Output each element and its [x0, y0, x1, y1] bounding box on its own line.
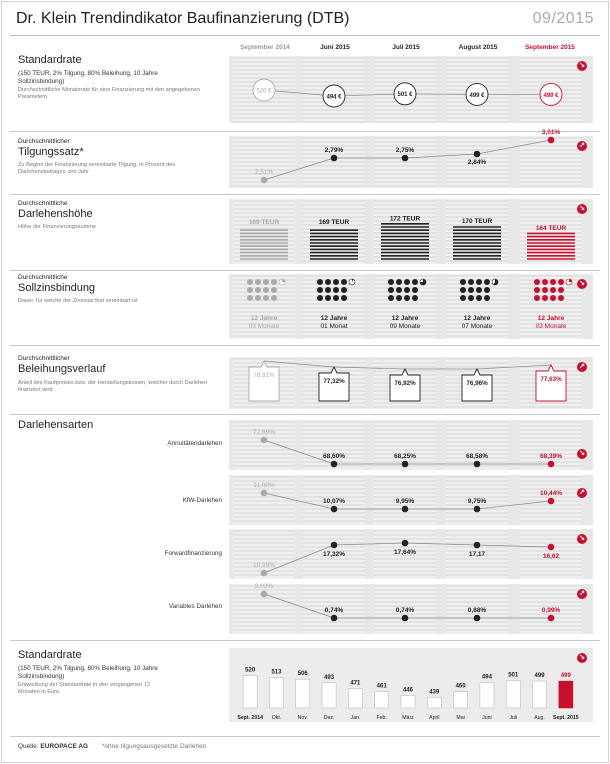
beleihung-pre: Durchschnittlicher	[18, 355, 70, 362]
sollzins-desc: Dauer, für welche der Zinssatz fest vereinbart ist	[18, 298, 138, 304]
rate-value: 494	[481, 674, 492, 681]
beleihung-panel	[229, 357, 593, 409]
data-label: 17,17	[468, 551, 486, 558]
data-point	[548, 137, 555, 144]
standardrate12-title: Standardrate	[18, 649, 82, 661]
rate-bar	[322, 683, 336, 708]
year-dot	[271, 279, 277, 285]
year-dot	[404, 287, 410, 293]
years-label: 12 Jahre	[391, 315, 419, 322]
rate-value: 501	[508, 672, 519, 679]
column-header-sep-2014: September 2014	[240, 44, 290, 51]
year-dot	[484, 279, 490, 285]
year-dot	[412, 287, 418, 293]
year-dot	[550, 287, 556, 293]
month-label: März	[402, 715, 414, 721]
data-point	[402, 540, 409, 547]
month-label: April	[429, 715, 440, 721]
year-dot	[255, 295, 261, 301]
beleihung-value: 77,63%	[540, 376, 562, 383]
rate-value: 446	[402, 687, 414, 694]
data-point	[261, 177, 268, 184]
darlehenshoehe-pre: Durchschnittliche	[18, 200, 68, 207]
month-label: Sept. 2015	[553, 715, 579, 721]
year-dot	[263, 287, 269, 293]
section-divider	[10, 131, 600, 132]
darlehensarten-title: Darlehensarten	[18, 419, 94, 431]
darlehensart-panel	[229, 475, 593, 525]
trend-up-icon: ↗	[577, 141, 587, 151]
section-divider	[10, 414, 600, 415]
house-shape	[249, 361, 279, 401]
data-point	[548, 461, 555, 468]
data-point	[331, 615, 338, 622]
years-label: 12 Jahre	[463, 315, 491, 322]
data-label: 9,95%	[395, 498, 415, 505]
year-dot	[263, 279, 269, 285]
loan-amount-label: 169 TEUR	[248, 219, 280, 226]
year-dot	[558, 295, 564, 301]
data-point	[331, 506, 338, 513]
rate-value: 471	[350, 680, 361, 687]
year-dot	[412, 295, 418, 301]
standardrate12-params: (150 TEUR, 2% Tilgung, 80% Beleihung, 10 Jahre Sollzinsbindung)	[18, 665, 158, 680]
loan-amount-label: 172 TEUR	[389, 215, 421, 223]
annuitaet-chart	[229, 420, 593, 470]
data-label: 10,44%	[539, 490, 563, 497]
darlehensart-label: Forwardfinanzierung	[164, 550, 222, 557]
year-dot	[468, 295, 474, 301]
year-dot	[468, 279, 474, 285]
year-dot	[247, 279, 253, 285]
data-label: 0,74%	[324, 607, 344, 614]
months-label: 09 Monate	[389, 323, 421, 330]
data-point	[548, 615, 555, 622]
year-dot	[484, 287, 490, 293]
year-dot	[388, 279, 394, 285]
year-dot	[388, 295, 394, 301]
year-dot	[460, 279, 466, 285]
data-point	[474, 615, 481, 622]
trend-down-icon: ↘	[577, 449, 587, 459]
year-dot	[317, 279, 323, 285]
section-divider	[10, 345, 600, 346]
data-label: 10,07%	[322, 498, 346, 505]
year-dot	[460, 287, 466, 293]
standardrate-value: 499 €	[469, 92, 485, 99]
year-dot	[460, 295, 466, 301]
sollzins-chart	[229, 274, 593, 339]
standardrate-chart	[229, 56, 593, 123]
data-label: 0,74%	[395, 607, 415, 614]
years-label: 12 Jahre	[537, 315, 565, 322]
data-point	[261, 490, 268, 497]
rate-value: 520	[245, 667, 256, 674]
year-dot	[341, 295, 347, 301]
months-label: 07 Monate	[461, 323, 493, 330]
rate-value: 461	[376, 683, 387, 690]
rate-bar	[506, 681, 520, 708]
section-divider	[10, 194, 600, 195]
column-header-juli-2015: Juli 2015	[392, 44, 420, 51]
standardrate-panel	[229, 56, 593, 123]
year-dot	[484, 295, 490, 301]
years-label: 12 Jahre	[320, 315, 348, 322]
sollzins-panel	[229, 274, 593, 339]
years-label: 12 Jahre	[250, 315, 278, 322]
rate-value: 499	[534, 673, 545, 680]
footer	[18, 743, 206, 750]
year-dot	[550, 295, 556, 301]
year-dot	[255, 279, 261, 285]
rate-bar	[401, 696, 415, 708]
rate-bar	[533, 681, 547, 708]
year-dot	[476, 279, 482, 285]
year-dot	[388, 287, 394, 293]
month-label: Aug.	[534, 715, 545, 721]
loan-amount-label: 170 TEUR	[461, 217, 493, 225]
trend-up-icon: ↗	[577, 488, 587, 498]
standardrate-params: (150 TEUR, 2% Tilgung, 80% Beleihung, 10 Jahre Sollzinsbindung)	[18, 70, 158, 85]
year-dot	[317, 295, 323, 301]
year-dot	[341, 287, 347, 293]
trend-down-icon: ↘	[577, 204, 587, 214]
month-label: Nov.	[297, 715, 308, 721]
data-label: 11,00%	[253, 482, 275, 489]
loan-amount-label: 169 TEUR	[318, 219, 350, 226]
standardrate-value: 499 €	[543, 92, 559, 99]
months-label: 01 Monat	[320, 323, 348, 330]
trend-down-icon: ↘	[577, 653, 587, 663]
year-dot	[247, 287, 253, 293]
darlehenshoehe-chart	[229, 199, 593, 264]
source-label: Quelle:	[18, 743, 39, 750]
darlehenshoehe-title: Darlehenshöhe	[18, 208, 93, 220]
section-divider	[10, 270, 600, 271]
year-dot	[534, 279, 540, 285]
year-dot	[542, 287, 548, 293]
data-label: 2,02%	[254, 583, 274, 590]
tilgung-title: Tilgungssatz*	[18, 146, 84, 158]
data-label: 72,69%	[252, 429, 276, 436]
year-dot	[404, 279, 410, 285]
data-point	[402, 506, 409, 513]
beleihung-value: 76,96%	[466, 380, 488, 387]
source-name: EUROPACE AG	[40, 743, 89, 750]
kfw-chart	[229, 475, 593, 525]
month-label: Jan.	[350, 715, 361, 721]
darlehenshoehe-panel	[229, 199, 593, 264]
tilgung-pre: Durchschnittlicher	[18, 138, 70, 145]
month-label: Dez.	[323, 715, 335, 721]
standardrate12-chart	[229, 648, 593, 722]
year-dot	[476, 287, 482, 293]
data-point	[261, 437, 268, 444]
darlehensart-label: Annuitätendarlehen	[167, 440, 222, 447]
rate-bar	[480, 682, 494, 708]
year-dot	[325, 287, 331, 293]
standardrate-title: Standardrate	[18, 54, 82, 66]
beleihung-value: 77,32%	[323, 378, 345, 385]
data-point	[402, 615, 409, 622]
year-dot	[333, 295, 339, 301]
standardrate-desc: Durchschnittliche Monatsrate für eine Finanzierung mit den angegebenen Parametern	[18, 87, 200, 100]
beleihung-title: Beleihungsverlauf	[18, 363, 106, 375]
rate-value: 499	[560, 673, 571, 680]
month-label: Sept. 2014	[237, 715, 263, 721]
darlehensart-panel	[229, 529, 593, 579]
rate-bar	[454, 692, 468, 708]
rate-bar	[269, 677, 283, 708]
year-dot	[534, 287, 540, 293]
rate-bar	[427, 697, 441, 708]
tilgung-chart	[229, 129, 593, 188]
rate-bar	[348, 689, 362, 708]
data-point	[474, 542, 481, 549]
column-header-sep-2015: September 2015	[525, 44, 575, 51]
year-dot	[255, 287, 261, 293]
month-label: Okt.	[271, 715, 282, 721]
data-label: 2,84%	[467, 159, 487, 166]
year-dot	[558, 279, 564, 285]
beleihung-value: 76,92%	[394, 380, 416, 387]
standardrate-value: 501 €	[397, 92, 413, 99]
data-point	[402, 461, 409, 468]
section-divider	[10, 736, 600, 737]
tilgung-panel	[229, 129, 593, 188]
data-point	[474, 461, 481, 468]
months-label: 03 Monate	[535, 323, 567, 330]
data-point	[331, 155, 338, 162]
variabel-chart	[229, 584, 593, 634]
year-dot	[271, 287, 277, 293]
rate-value: 513	[271, 669, 282, 676]
standardrate-value: 520 €	[256, 88, 272, 95]
section-divider	[10, 640, 600, 641]
year-dot	[468, 287, 474, 293]
rate-bar	[375, 691, 389, 708]
year-dot	[542, 279, 548, 285]
darlehensart-panel	[229, 584, 593, 634]
rate-bar	[559, 681, 573, 708]
data-label: 2,75%	[395, 147, 415, 154]
year-dot	[341, 279, 347, 285]
loan-amount-label: 164 TEUR	[535, 225, 567, 232]
rate-value: 493	[324, 674, 335, 681]
column-header-juni-2015: Juni 2015	[320, 44, 350, 51]
data-point	[402, 155, 409, 162]
trend-down-icon: ↘	[577, 61, 587, 71]
month-label: Juni	[482, 715, 492, 721]
standardrate12-panel	[229, 648, 593, 722]
data-label: 17,64%	[393, 549, 417, 556]
forward-chart	[229, 529, 593, 579]
year-dot	[396, 295, 402, 301]
year-dot	[333, 279, 339, 285]
trend-up-icon: ↗	[577, 589, 587, 599]
month-label: Juli	[509, 715, 518, 721]
data-label: 0,99%	[541, 607, 561, 614]
sollzins-pre: Durchschnittliche	[18, 274, 68, 281]
standardrate-value: 494 €	[326, 94, 342, 101]
beleihung-value: 78,81%	[253, 372, 275, 379]
year-dot	[325, 295, 331, 301]
data-point	[261, 570, 268, 577]
data-point	[331, 542, 338, 549]
month-label: Feb.	[376, 715, 387, 721]
tilgung-desc: Zu Beginn der Finanzierung vereinbarte Tilgung, in Prozent des Darlehensbetrages, pro Jahr	[18, 162, 176, 175]
year-dot	[396, 279, 402, 285]
rate-value: 439	[429, 689, 440, 696]
data-point	[261, 591, 268, 598]
data-point	[474, 151, 481, 158]
trend-up-icon: ↗	[577, 362, 587, 372]
year-dot	[263, 295, 269, 301]
rate-bar	[296, 679, 310, 708]
data-point	[548, 544, 555, 551]
darlehensart-label: KfW-Darlehen	[182, 497, 222, 504]
year-dot	[542, 295, 548, 301]
data-label: 17,32%	[322, 551, 346, 558]
year-dot	[317, 287, 323, 293]
page-title: Dr. Klein Trendindikator Baufinanzierung (DTB)	[16, 10, 350, 27]
data-point	[331, 461, 338, 468]
data-label: 10,99%	[252, 562, 276, 569]
year-dot	[325, 279, 331, 285]
year-dot	[412, 279, 418, 285]
trend-down-icon: ↘	[577, 534, 587, 544]
year-dot	[534, 295, 540, 301]
data-point	[474, 506, 481, 513]
darlehensart-label: Variables Darlehen	[168, 603, 222, 610]
beleihung-desc: Anteil des Kaufpreises bzw. der Herstellungskosten, welcher durch Darlehen finanziert wird	[18, 380, 208, 393]
data-label: 2,51%	[254, 169, 274, 176]
footnote: *ohne tilgungsausgesetzte Darlehen	[101, 743, 207, 750]
month-label: Mai	[456, 715, 465, 721]
data-label: 0,88%	[467, 607, 487, 614]
year-dot	[550, 279, 556, 285]
year-dot	[404, 295, 410, 301]
data-label: 68,60%	[322, 453, 346, 460]
rate-value: 460	[455, 683, 466, 690]
year-dot	[558, 287, 564, 293]
data-label: 68,58%	[465, 453, 489, 460]
header-divider	[10, 35, 600, 36]
column-header-august-2015: August 2015	[458, 44, 498, 51]
data-label: 9,75%	[467, 498, 487, 505]
data-label: 68,25%	[393, 453, 417, 460]
darlehensart-panel	[229, 420, 593, 470]
data-point	[548, 498, 555, 505]
darlehenshoehe-desc: Höhe der Finanzierungssumme	[18, 224, 97, 230]
data-label: 2,79%	[324, 147, 344, 154]
year-dot	[333, 287, 339, 293]
year-dot	[247, 295, 253, 301]
standardrate12-desc: Entwicklung der Standardrate in den vergangenen 12 Monaten in Euro	[18, 682, 151, 695]
data-label: 16,62	[542, 553, 560, 560]
data-label: 68,39%	[539, 453, 563, 460]
rate-value: 506	[297, 671, 308, 678]
months-label: 03 Monate	[248, 323, 280, 330]
rate-bar	[243, 675, 257, 708]
trend-down-icon: ↘	[577, 279, 587, 289]
data-label: 3,01%	[541, 129, 561, 136]
year-dot	[271, 295, 277, 301]
year-dot	[396, 287, 402, 293]
beleihung-chart	[229, 357, 593, 409]
year-dot	[476, 295, 482, 301]
sollzins-title: Sollzinsbindung	[18, 282, 96, 294]
report-date: 09/2015	[532, 10, 594, 27]
